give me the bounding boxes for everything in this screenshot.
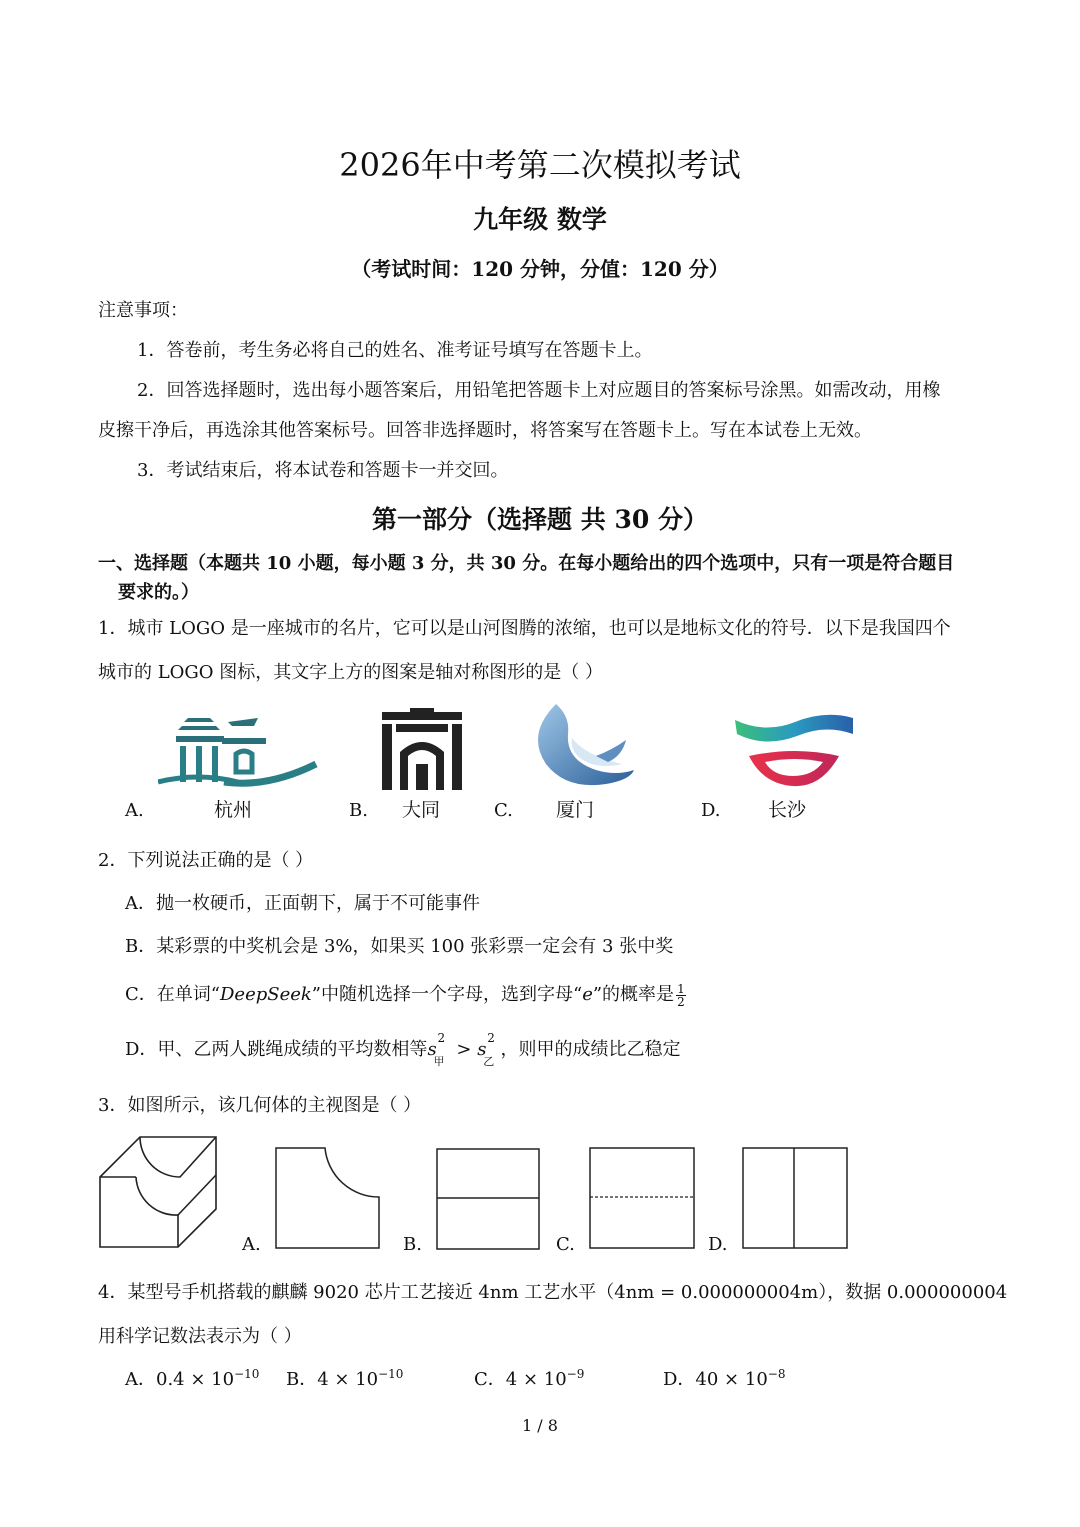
q1-option-c-letter: C. [494, 800, 513, 821]
q1-option-d-city: 长沙 [768, 799, 807, 821]
datong-logo [382, 708, 462, 790]
q3-option-d-figure [742, 1147, 848, 1249]
q3-option-b-figure [436, 1148, 540, 1250]
q2-stem: 2．下列说法正确的是（ ） [98, 850, 314, 871]
q2-option-d-s-jia: s 2 甲 [427, 1031, 446, 1068]
q2-option-c-word: DeepSeek [219, 984, 312, 1005]
q1-option-b-letter: B. [349, 800, 368, 821]
q3-option-a-figure [275, 1147, 381, 1249]
q2-option-b: B．某彩票的中奖机会是 3%，如果买 100 张彩票一定会有 3 张中奖 [125, 936, 674, 957]
q4-option-d: D．$40 \times 10^{-8}$ [663, 1367, 786, 1390]
q2-option-c-mid: ”中随机选择一个字母，选到字母“ [311, 984, 583, 1005]
q4-option-c: C．$4 \times 10^{-9}$ [474, 1367, 585, 1390]
q1-option-b-city: 大同 [402, 799, 441, 821]
q1-stem-line-1: 1．城市 LOGO 是一座城市的名片，它可以是山河图腾的浓缩，也可以是地标文化的符号．以下是我国四个 [98, 618, 951, 639]
q3-stem: 3．如图所示，该几何体的主视图是（ ） [98, 1095, 422, 1116]
q1-option-a-letter: A. [125, 800, 144, 821]
q2-option-c [125, 980, 686, 1008]
q2-option-a: A．抛一枚硬币，正面朝下，属于不可能事件 [125, 893, 480, 914]
q3-option-c-label: C. [556, 1234, 575, 1255]
xiamen-logo [526, 704, 636, 790]
section-instructions-line-2: 要求的。） [118, 582, 199, 603]
q4-stem-line-1: 4．某型号手机搭载的麒麟 9020 芯片工艺接近 4nm 工艺水平（4nm = 0.000000004m），数据 0.000000004 [98, 1282, 1008, 1303]
q2-option-d-post: ，则甲的成绩比乙稳定 [500, 1039, 681, 1060]
part1-heading: 第一部分（选择题 共 30 分） [372, 505, 708, 534]
q1-option-a-city: 杭州 [214, 799, 253, 821]
q2-option-d-s-yi: s 2 乙 [477, 1031, 495, 1068]
q3-option-d-label: D. [708, 1234, 728, 1255]
q2-option-c-pre: C．在单词“ [125, 984, 220, 1005]
q2-option-c-letter: e [582, 984, 593, 1005]
notice-item-3: 3．考试结束后，将本试卷和答题卡一并交回。 [137, 460, 509, 481]
q3-option-c-figure [589, 1147, 695, 1249]
notice-item-1: 1．答卷前，考生务必将自己的姓名、准考证号填写在答题卡上。 [137, 340, 653, 361]
q4-option-a: A．$0.4 \times 10^{-10}$ [125, 1367, 260, 1390]
exam-title: 2026年中考第二次模拟考试 [339, 146, 741, 184]
q4-stem-line-2: 用科学记数法表示为（ ） [98, 1326, 302, 1347]
q2-option-d-gt: > [450, 1039, 478, 1060]
exam-time-info: （考试时间：120 分钟，分值：120 分） [351, 257, 729, 281]
q3-option-a-label: A. [242, 1234, 261, 1255]
q1-option-d-letter: D. [701, 800, 721, 821]
exam-subtitle: 九年级 数学 [473, 205, 607, 234]
hangzhou-logo [158, 708, 318, 788]
q1-stem-line-2: 城市的 LOGO 图标，其文字上方的图案是轴对称图形的是（ ） [98, 662, 604, 683]
q2-option-d [125, 1031, 681, 1068]
notice-heading: 注意事项： [98, 300, 188, 321]
notice-item-2-line-1: 2．回答选择题时，选出每小题答案后，用铅笔把答题卡上对应题目的答案标号涂黑。如需改动，用橡 [137, 380, 941, 401]
q3-solid-figure [98, 1135, 220, 1251]
q1-option-c-city: 厦门 [556, 799, 595, 821]
page-number: 1 / 8 [522, 1416, 558, 1435]
q2-option-d-pre: D．甲、乙两人跳绳成绩的平均数相等 [125, 1039, 428, 1060]
q2-option-c-post: ”的概率是 [592, 984, 675, 1005]
q3-option-b-label: B. [403, 1234, 422, 1255]
q4-option-b: B．$4 \times 10^{-10}$ [286, 1367, 404, 1390]
section-instructions-line-1: 一、选择题（本题共 10 小题，每小题 3 分，共 30 分。在每小题给出的四个选项中，只有一项是符合题目 [98, 553, 955, 574]
changsha-logo [735, 710, 855, 788]
notice-item-2-line-2: 皮擦干净后，再选涂其他答案标号。回答非选择题时，将答案写在答题卡上。写在本试卷上无效。 [98, 420, 872, 441]
q2-option-c-fraction: $\frac{1}{2}$ [677, 981, 685, 1009]
